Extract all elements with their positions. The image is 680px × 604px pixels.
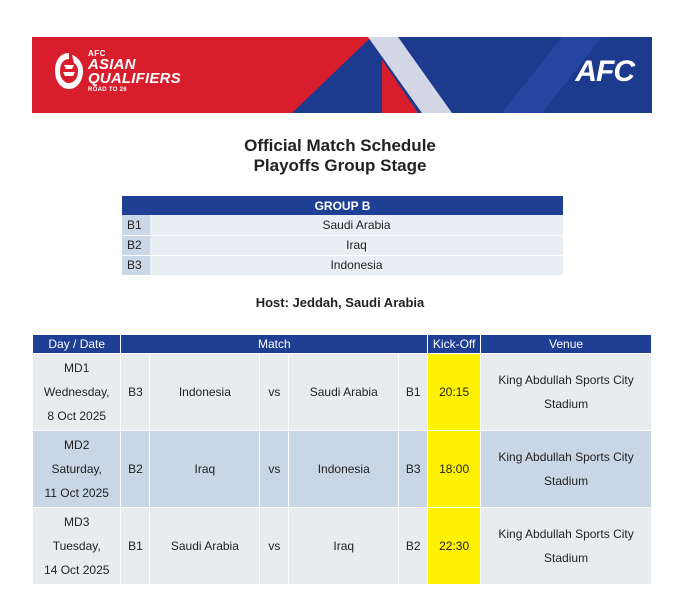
- group-team: Saudi Arabia: [150, 215, 563, 235]
- away-team: Indonesia: [289, 430, 399, 507]
- kickoff-time: 22:30: [428, 507, 481, 584]
- header-venue: Venue: [481, 335, 652, 353]
- weekday: Wednesday,: [43, 384, 110, 399]
- table-row: [33, 507, 652, 584]
- group-team: Iraq: [150, 235, 563, 255]
- venue-name: King Abdullah Sports City: [498, 372, 634, 387]
- logo-qualifiers: QUALIFIERS: [88, 70, 181, 87]
- matchday: MD2: [64, 437, 90, 452]
- home-code: B2: [121, 430, 150, 507]
- logo-asian: ASIAN: [88, 56, 136, 73]
- venue-cell: [481, 353, 652, 430]
- group-row: [122, 235, 563, 255]
- asian-qualifiers-logo: [88, 49, 181, 95]
- host-city: Host: Jeddah, Saudi Arabia: [255, 295, 425, 310]
- header-day-date: Day / Date: [33, 335, 121, 353]
- venue-type: Stadium: [544, 396, 589, 411]
- asian-qualifiers-emblem-icon: [52, 51, 86, 91]
- weekday: Saturday,: [51, 461, 102, 476]
- afc-logo: AFC: [575, 55, 634, 88]
- afc-banner: [32, 37, 652, 113]
- vs-label: vs: [260, 353, 289, 430]
- day-date-cell: [33, 353, 121, 430]
- matchday: MD1: [64, 360, 90, 375]
- vs-label: vs: [260, 430, 289, 507]
- home-team: Indonesia: [150, 353, 260, 430]
- venue-name: King Abdullah Sports City: [498, 449, 634, 464]
- venue-cell: [481, 430, 652, 507]
- group-code: B3: [122, 255, 150, 275]
- page-subtitle: Playoffs Group Stage: [253, 156, 427, 175]
- match-date: 14 Oct 2025: [44, 562, 110, 577]
- day-date-cell: [33, 430, 121, 507]
- group-code: B1: [122, 215, 150, 235]
- away-team: Saudi Arabia: [289, 353, 399, 430]
- match-date: 11 Oct 2025: [44, 485, 109, 500]
- kickoff-time: 20:15: [428, 353, 481, 430]
- header-kickoff: Kick-Off: [428, 335, 481, 353]
- weekday: Tuesday,: [52, 538, 101, 553]
- away-code: B3: [399, 430, 428, 507]
- group-code: B2: [122, 235, 150, 255]
- table-row: [33, 430, 652, 507]
- day-date-cell: [33, 507, 121, 584]
- venue-name: King Abdullah Sports City: [498, 526, 634, 541]
- schedule-table: [33, 335, 652, 584]
- away-code: B2: [399, 507, 428, 584]
- venue-type: Stadium: [544, 473, 589, 488]
- group-row: [122, 215, 563, 235]
- logo-road-to-26: ROAD TO 26: [88, 87, 127, 93]
- home-code: B3: [121, 353, 150, 430]
- home-team: Saudi Arabia: [150, 507, 260, 584]
- venue-type: Stadium: [544, 550, 589, 565]
- away-team: Iraq: [289, 507, 399, 584]
- group-row: [122, 255, 563, 275]
- header-match: Match: [121, 335, 428, 353]
- logo-afc-small: AFC: [88, 49, 106, 58]
- match-date: 8 Oct 2025: [47, 408, 107, 423]
- vs-label: vs: [260, 507, 289, 584]
- matchday: MD3: [64, 514, 90, 529]
- page-title: Official Match Schedule: [244, 136, 436, 155]
- home-code: B1: [121, 507, 150, 584]
- group-team: Indonesia: [150, 255, 563, 275]
- venue-cell: [481, 507, 652, 584]
- group-header: GROUP B: [122, 196, 563, 215]
- group-table: [122, 196, 563, 276]
- kickoff-time: 18:00: [428, 430, 481, 507]
- home-team: Iraq: [150, 430, 260, 507]
- table-row: [33, 353, 652, 430]
- away-code: B1: [399, 353, 428, 430]
